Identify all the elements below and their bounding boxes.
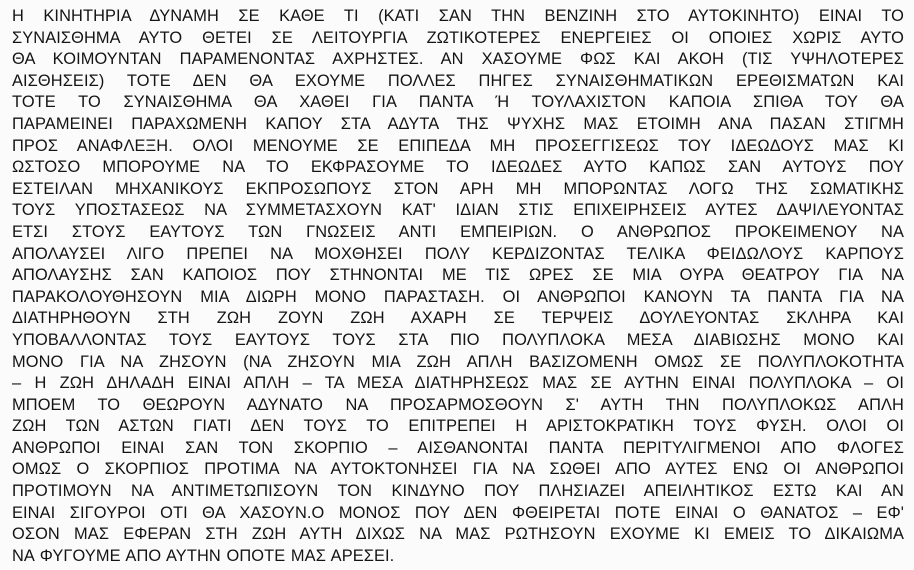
body-text [12, 6, 904, 567]
text-line: ΕΣΤΕΙΛΑΝ ΜΗΧΑΝΙΚΟΥΣ ΕΚΠΡΟΣΩΠΟΥΣ ΣΤΟΝ ΑΡΗ ΜΗ ΜΠΟΡΩΝΤΑΣ ΛΟΓΩ ΤΗΣ ΣΩΜΑΤΙΚΗΣ [12, 179, 904, 198]
text-line: ΟΣΟΝ ΜΑΣ ΕΦΕΡΑΝ ΣΤΗ ΖΩΗ ΑΥΤΗ ΔΙΧΩΣ ΝΑ ΜΑΣ ΡΩΤΗΣΟΥΝ ΕΧΟΥΜΕ ΚΙ ΕΜΕΙΣ ΤΟ ΔΙΚΑΙΩΜΑ [12, 525, 904, 544]
text-line: ΕΙΝΑΙ ΣΙΓΟΥΡΟΙ ΟΤΙ ΘΑ ΧΑΣΟΥΝ.Ο ΜΟΝΟΣ ΠΟΥ ΔΕΝ ΦΘΕΙΡΕΤΑΙ ΠΟΤΕ ΕΙΝΑΙ Ο ΘΑΝΑΤΟΣ – ΕΦ' [12, 503, 904, 522]
text-line: ΩΣΤΟΣΟ ΜΠΟΡΟΥΜΕ ΝΑ ΤΟ ΕΚΦΡΑΣΟΥΜΕ ΤΟ ΙΔΕΩΔΕΣ ΑΥΤΟ ΚΑΠΩΣ ΣΑΝ ΑΥΤΟΥΣ ΠΟΥ [12, 158, 904, 177]
text-line: ΤΟΥΣ ΥΠΟΣΤΑΣΕΩΣ ΝΑ ΣΥΜΜΕΤΑΣΧΟΥΝ ΚΑΤ' ΙΔΙΑΝ ΣΤΙΣ ΕΠΙΧΕΙΡΗΣΕΙΣ ΑΥΤΕΣ ΔΑΨΙΛΕΥΟΝΤΑΣ [12, 201, 904, 220]
text-line: ΑΠΟΛΑΥΣΕΙ ΛΙΓΟ ΠΡΕΠΕΙ ΝΑ ΜΟΧΘΗΣΕΙ ΠΟΛΥ ΚΕΡΔΙΖΟΝΤΑΣ ΤΕΛΙΚΑ ΦΕΙΔΩΛΟΥΣ ΚΑΡΠΟΥΣ [12, 244, 904, 263]
text-line: ΜΟΝΟ ΓΙΑ ΝΑ ΖΗΣΟΥΝ (ΝΑ ΖΗΣΟΥΝ ΜΙΑ ΖΩΗ ΑΠΛΗ ΒΑΣΙΖΟΜΕΝΗ ΟΜΩΣ ΣΕ ΠΟΛΥΠΛΟΚΟΤΗΤΑ [12, 352, 904, 371]
text-line: ΑΝΘΡΩΠΟΙ ΕΙΝΑΙ ΣΑΝ ΤΟΝ ΣΚΟΡΠΙΟ – ΑΙΣΘΑΝΟΝΤΑΙ ΠΑΝΤΑ ΠΕΡΙΤΥΛΙΓΜΕΝΟΙ ΑΠΟ ΦΛΟΓΕΣ [12, 438, 904, 457]
text-line-last: ΝΑ ΦΥΓΟΥΜΕ ΑΠΟ ΑΥΤΗΝ ΟΠΟΤΕ ΜΑΣ ΑΡΕΣΕΙ. [12, 546, 395, 565]
text-line: Η ΚΙΝΗΤΗΡΙΑ ΔΥΝΑΜΗ ΣΕ ΚΑΘΕ ΤΙ (ΚΑΤΙ ΣΑΝ ΤΗΝ ΒΕΝΖΙΝΗ ΣΤΟ ΑΥΤΟΚΙΝΗΤΟ) ΕΙΝΑΙ ΤΟ [12, 7, 904, 25]
text-line: ΖΩΗ ΤΩΝ ΑΣΤΩΝ ΓΙΑΤΙ ΔΕΝ ΤΟΥΣ ΤΟ ΕΠΙΤΡΕΠΕΙ Η ΑΡΙΣΤΟΚΡΑΤΙΚΗ ΤΟΥΣ ΦΥΣΗ. ΟΛΟΙ ΟΙ [12, 417, 904, 436]
text-line: ΕΤΣΙ ΣΤΟΥΣ ΕΑΥΤΟΥΣ ΤΩΝ ΓΝΩΣΕΙΣ ΑΝΤΙ ΕΜΠΕΙΡΙΩΝ. Ο ΑΝΘΡΩΠΟΣ ΠΡΟΚΕΙΜΕΝΟΥ ΝΑ [12, 222, 904, 241]
text-line: ΠΡΟΤΙΜΟΥΝ ΝΑ ΑΝΤΙΜΕΤΩΠΙΣΟΥΝ ΤΟΝ ΚΙΝΔΥΝΟ ΠΟΥ ΠΛΗΣΙΑΖΕΙ ΑΠΕΙΛΗΤΙΚΟΣ ΕΣΤΩ ΚΑΙ ΑΝ [12, 482, 904, 501]
text-line: ΑΠΟΛΑΥΣΗΣ ΣΑΝ ΚΑΠΟΙΟΣ ΠΟΥ ΣΤΗΝΟΝΤΑΙ ΜΕ ΤΙΣ ΩΡΕΣ ΣΕ ΜΙΑ ΟΥΡΑ ΘΕΑΤΡΟΥ ΓΙΑ ΝΑ [12, 266, 904, 285]
text-line: ΜΠΟΕΜ ΤΟ ΘΕΩΡΟΥΝ ΑΔΥΝΑΤΟ ΝΑ ΠΡΟΣΑΡΜΟΣΘΟΥΝ Σ' ΑΥΤΗ ΤΗΝ ΠΟΛΥΠΛΟΚΩΣ ΑΠΛΗ [12, 395, 904, 414]
text-line: ΥΠΟΒΑΛΛΟΝΤΑΣ ΤΟΥΣ ΕΑΥΤΟΥΣ ΤΟΥΣ ΣΤΑ ΠΙΟ ΠΟΛΥΠΛΟΚΑ ΜΕΣΑ ΔΙΑΒΙΩΣΗΣ ΜΟΝΟ ΚΑΙ [12, 330, 904, 349]
text-line: ΟΜΩΣ Ο ΣΚΟΡΠΙΟΣ ΠΡΟΤΙΜΑ ΝΑ ΑΥΤΟΚΤΟΝΗΣΕΙ ΓΙΑ ΝΑ ΣΩΘΕΙ ΑΠΟ ΑΥΤΕΣ ΕΝΩ ΟΙ ΑΝΘΡΩΠΟΙ [12, 460, 904, 479]
text-line: ΘΑ ΚΟΙΜΟΥΝΤΑΝ ΠΑΡΑΜΕΝΟΝΤΑΣ ΑΧΡΗΣΤΕΣ. ΑΝ ΧΑΣΟΥΜΕ ΦΩΣ ΚΑΙ ΑΚΟΗ (ΤΙΣ ΥΨΗΛΟΤΕΡΕΣ [12, 50, 904, 69]
text-line: ΤΟΤΕ ΤΟ ΣΥΝΑΙΣΘΗΜΑ ΘΑ ΧΑΘΕΙ ΓΙΑ ΠΑΝΤΑ Ή ΤΟΥΛΑΧΙΣΤΟΝ ΚΑΠΟΙΑ ΣΠΙΘΑ ΤΟΥ ΘΑ [12, 93, 904, 112]
text-line: ΑΙΣΘΗΣΕΙΣ) ΤΟΤΕ ΔΕΝ ΘΑ ΕΧΟΥΜΕ ΠΟΛΛΕΣ ΠΗΓΕΣ ΣΥΝΑΙΣΘΗΜΑΤΙΚΩΝ ΕΡΕΘΙΣΜΑΤΩΝ ΚΑΙ [12, 71, 904, 90]
text-line: ΠΑΡΑΜΕΙΝΕΙ ΠΑΡΑΧΩΜΕΝΗ ΚΑΠΟΥ ΣΤΑ ΑΔΥΤΑ ΤΗΣ ΨΥΧΗΣ ΜΑΣ ΕΤΟΙΜΗ ΑΝΑ ΠΑΣΑΝ ΣΤΙΓΜΗ [12, 114, 904, 133]
text-line: ΠΡΟΣ ΑΝΑΦΛΕΞΗ. ΟΛΟΙ ΜΕΝΟΥΜΕ ΣΕ ΕΠΙΠΕΔΑ ΜΗ ΠΡΟΣΕΓΓΙΣΕΩΣ ΤΟΥ ΙΔΕΩΔΟΥΣ ΜΑΣ ΚΙ [12, 136, 904, 155]
text-line: – Η ΖΩΗ ΔΗΛΑΔΗ ΕΙΝΑΙ ΑΠΛΗ – ΤΑ ΜΕΣΑ ΔΙΑΤΗΡΗΣΕΩΣ ΜΑΣ ΣΕ ΑΥΤΗΝ ΕΙΝΑΙ ΠΟΛΥΠΛΟΚΑ – ΟΙ [12, 374, 904, 393]
text-line: ΠΑΡΑΚΟΛΟΥΘΗΣΟΥΝ ΜΙΑ ΔΙΩΡΗ ΜΟΝΟ ΠΑΡΑΣΤΑΣΗ. ΟΙ ΑΝΘΡΩΠΟΙ ΚΑΝΟΥΝ ΤΑ ΠΑΝΤΑ ΓΙΑ ΝΑ [12, 287, 904, 306]
text-line: ΔΙΑΤΗΡΗΘΟΥΝ ΣΤΗ ΖΩΗ ΖΟΥΝ ΖΩΗ ΑΧΑΡΗ ΣΕ ΤΕΡΨΕΙΣ ΔΟΥΛΕΥΟΝΤΑΣ ΣΚΛΗΡΑ ΚΑΙ [12, 309, 904, 328]
text-line: ΣΥΝΑΙΣΘΗΜΑ ΑΥΤΟ ΘΕΤΕΙ ΣΕ ΛΕΙΤΟΥΡΓΙΑ ΖΩΤΙΚΟΤΕΡΕΣ ΕΝΕΡΓΕΙΕΣ ΟΙ ΟΠΟΙΕΣ ΧΩΡΙΣ ΑΥΤΟ [12, 28, 904, 47]
